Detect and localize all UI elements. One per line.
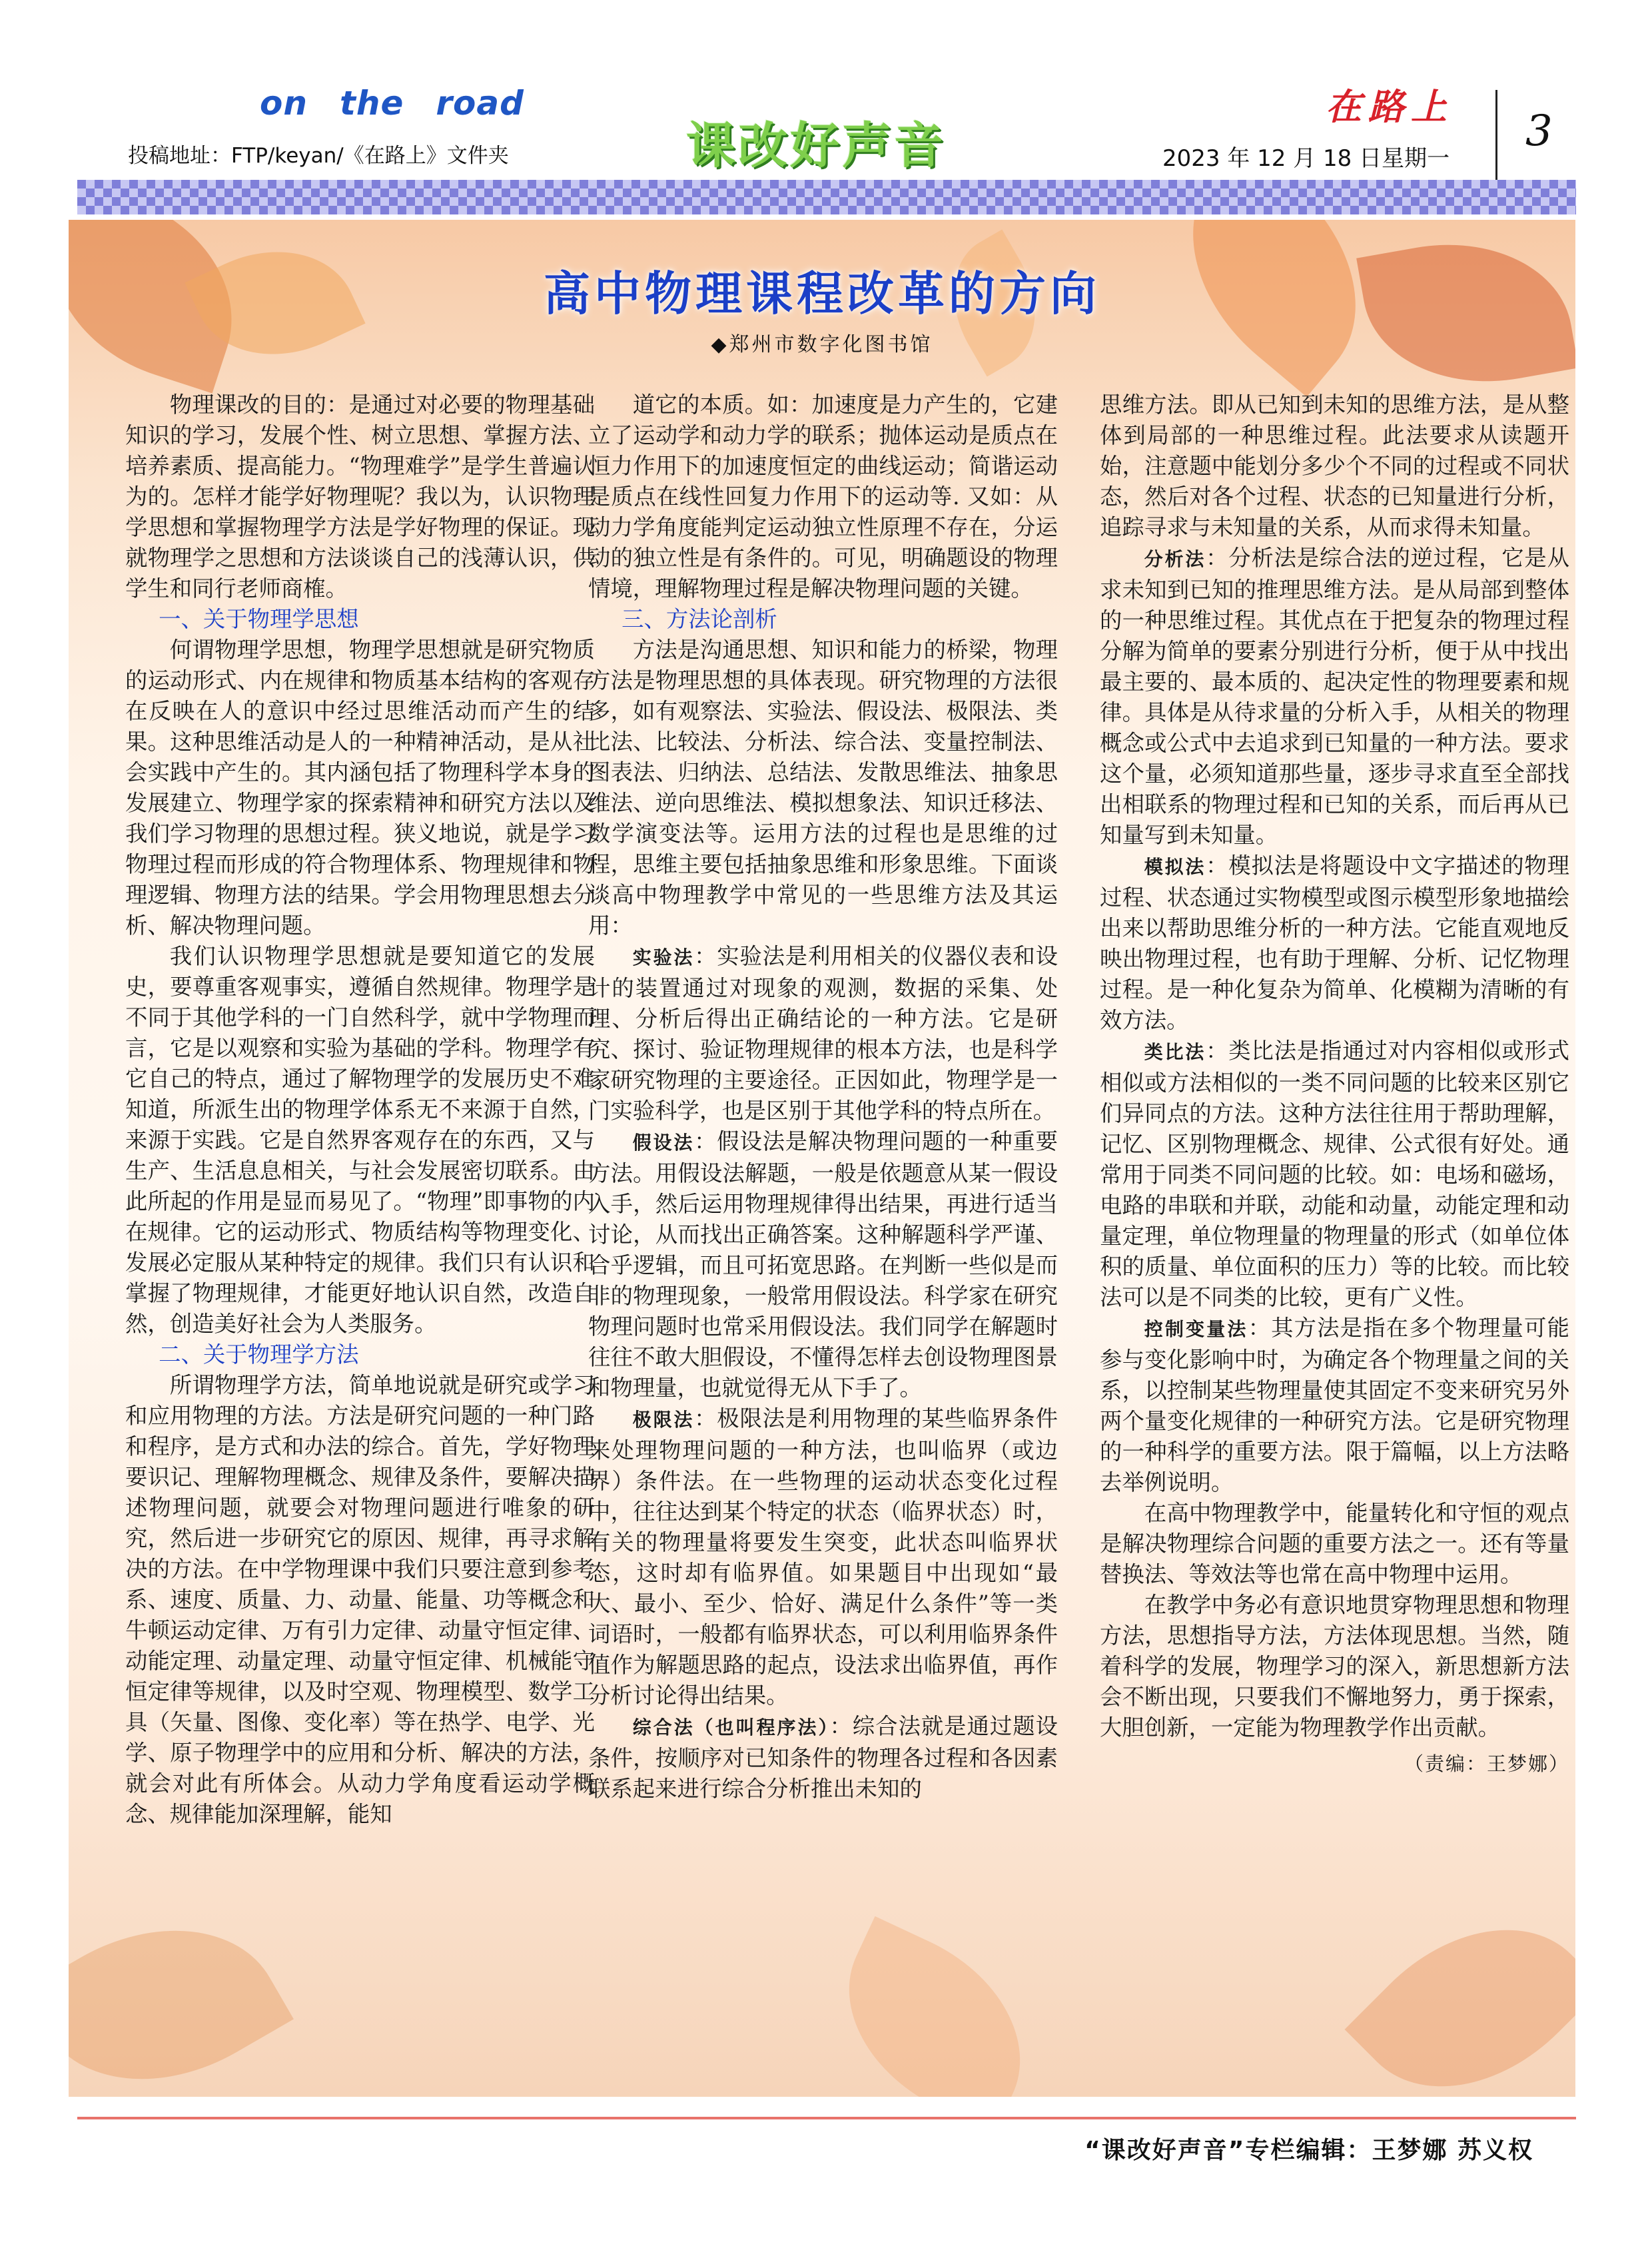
maple-leaf-decoration	[813, 1916, 1056, 2097]
paragraph	[588, 1126, 1058, 1403]
method-term: 模拟法	[1144, 856, 1206, 878]
method-term: 分析法	[1144, 548, 1206, 570]
column-editors: “课改好声音”专栏编辑：王梦娜 苏义权	[1084, 2137, 1533, 2164]
text-column-2	[588, 390, 1058, 1804]
paragraph: 在教学中务必有意识地贯穿物理思想和物理方法，思想指导方法，方法体现思想。当然，随着科学的发展，物理学习的深入，新思想新方法会不断出现，只要我们不懈地努力，勇于探索，大胆创新，一定能为物理教学作出贡献。	[1100, 1592, 1569, 1740]
paragraph	[1100, 1313, 1569, 1498]
paragraph-text: ：极限法是利用物理的某些临界条件来处理物理问题的一种方法，也叫临界（或边界）条件法。在一些物理的运动状态变化过程中，往往达到某个特定的状态（临界状态）时，有关的物理量将要发生突变，此状态叫临界状态，这时却有临界值。如果题目中出现如“最大、最小、至少、恰好、满足什么条件”等一类词语时，一般都有临界状态，可以利用临界条件值作为解题思路的起点，设法求出临界值，再作分析讨论得出结果。	[588, 1405, 1058, 1708]
paragraph	[588, 1403, 1058, 1711]
checkered-border	[77, 180, 1576, 214]
paragraph-text: ：类比法是指通过对内容相似或形式相似或方法相似的一类不同问题的比较来区别它们异同点的方法。这种方法往往用于帮助理解，记忆、区别物理概念、规律、公式很有好处。通常用于同类不同问题的比较。如：电场和磁场，电路的串联和并联，动能和动量，动能定理和动量定理，单位物理量的物理量的形式（如单位体积的质量、单位面积的压力）等的比较。而比较法可以是不同类的比较，更有广义性。	[1100, 1038, 1569, 1310]
maple-leaf-decoration	[69, 1881, 294, 2097]
submission-address: 投稿地址：FTP/keyan/《在路上》文件夹	[128, 144, 509, 168]
paragraph: 道它的本质。如：加速度是力产生的，它建立了运动学和动力学的联系；抛体运动是质点在恒力作用下的加速度恒定的曲线运动；简谐运动是质点在线性回复力作用下的运动等. 又如：从动力学角度能判定运动独立性原理不存在，分运动的独立性是有条件的。可见，明确题设的物理情境，理解物理过程是解决物理问题的关键。	[588, 392, 1058, 601]
paragraph: 在高中物理教学中，能量转化和守恒的观点是解决物理综合问题的重要方法之一。还有等量替换法、等效法等也常在高中物理中运用。	[1100, 1500, 1569, 1587]
brand-logo	[260, 84, 556, 123]
article-title: 高中物理课程改革的方向	[544, 266, 1100, 321]
paragraph-text: ：综合法就是通过题设条件，按顺序对已知条件的物理各过程和各因素联系起来进行综合分析推出未知的	[588, 1713, 1058, 1802]
paragraph-text: ：假设法是解决物理问题的一种重要方法。用假设法解题，一般是依题意从某一假设入手，然后运用物理规律得出结果，再进行适当讨论，从而找出正确答案。这种解题科学严谨、合乎逻辑，而且可拓宽思路。在判断一些似是而非的物理现象，一般常用假设法。科学家在研究物理问题时也常采用假设法。我们同学在解题时往往不敢大胆假设，不懂得怎样去创设物理图景和物理量，也就觉得无从下手了。	[588, 1128, 1058, 1401]
paragraph: 何谓物理学思想，物理学思想就是研究物质的运动形式、内在规律和物质基本结构的客观存在反映在人的意识中经过思维活动而产生的结果。这种思维活动是人的一种精神活动，是从社会实践中产生的。其内涵包括了物理科学本身的发展建立、物理学家的探索精神和研究方法以及我们学习物理的思想过程。狭义地说，就是学习物理过程而形成的符合物理体系、物理规律和物理逻辑、物理方法的结果。学会用物理思想去分析、解决物理问题。	[125, 637, 595, 938]
paragraph-text: ：其方法是指在多个物理量可能参与变化影响中时，为确定各个物理量之间的关系，以控制某些物理量使其固定不变来研究另外两个量变化规律的一种研究方法。它是研究物理的一种科学的重要方法。限于篇幅，以上方法略去举例说明。	[1100, 1315, 1569, 1495]
paragraph	[1100, 851, 1569, 1036]
paragraph	[1100, 543, 1569, 851]
paragraph-text: ：分析法是综合法的逆过程，它是从求未知到已知的推理思维方法。是从局部到整体的一种思维过程。其优点在于把复杂的物理过程分解为简单的要素分别进行分析，便于从中找出最主要的、最本质的、起决定性的物理要素和规律。具体是从待求量的分析入手，从相关的物理概念或公式中去追求到已知量的一种方法。要求这个量，必须知道那些量，逐步寻求直至全部找出相联系的物理过程和已知的关系，而后再从已知量写到未知量。	[1100, 545, 1569, 848]
paragraph	[588, 941, 1058, 1126]
maple-leaf-decoration	[1345, 1879, 1575, 2097]
paragraph: 方法是沟通思想、知识和能力的桥梁，物理方法是物理思想的具体表现。研究物理的方法很多，如有观察法、实验法、假设法、极限法、类比法、比较法、分析法、综合法、变量控制法、图表法、归纳法、总结法、发散思维法、抽象思维法、逆向思维法、模拟想象法、知识迁移法、数学演变法等。运用方法的过程也是思维的过程，思维主要包括抽象思维和形象思维。下面谈谈高中物理教学中常见的一些思维方法及其运用：	[588, 637, 1058, 938]
method-term: 综合法（也叫程序法）	[632, 1716, 830, 1738]
paragraph: 物理课改的目的：是通过对必要的物理基础知识的学习，发展个性、树立思想、掌握方法、培养素质、提高能力。“物理难学”是学生普遍认为的。怎样才能学好物理呢？我以为，认识物理学思想和掌握物理学方法是学好物理的保证。现就物理学之思想和方法谈谈自己的浅薄认识，供学生和同行老师商榷。	[125, 392, 595, 601]
paragraph: 所谓物理学方法，简单地说就是研究或学习和应用物理的方法。方法是研究问题的一种门路和程序，是方式和办法的综合。首先，学好物理要识记、理解物理概念、规律及条件，要解决描述物理问题，就要会对物理问题进行唯象的研究，然后进一步研究它的原因、规律，再寻求解决的方法。在中学物理课中我们只要注意到参考系、速度、质量、力、动量、能量、功等概念和牛顿运动定律、万有引力定律、动量守恒定律、动能定理、动量定理、动量守恒定律、机械能守恒定律等规律，以及时空观、物理模型、数学工具（矢量、图像、变化率）等在热学、电学、光学、原子物理学中的应用和分析、解决的方法，就会对此有所体会。从动力学角度看运动学概念、规律能加深理解，能知	[125, 1372, 595, 1827]
footer-rule	[77, 2117, 1576, 2119]
paragraph-text: ：实验法是利用相关的仪器仪表和设计的装置通过对现象的观测，数据的采集、处理、分析后得出正确结论的一种方法。它是研究、探讨、验证物理规律的根本方法，也是科学家研究物理的主要途径。正因如此，物理学是一门实验科学，也是区别于其他学科的特点所在。	[588, 943, 1058, 1124]
method-term: 实验法	[632, 946, 695, 968]
text-column-1	[125, 390, 595, 1830]
section-heading: 三、方法论剖析	[621, 606, 777, 632]
brand-word-on: on	[260, 84, 308, 123]
newspaper-name: 在路上	[1326, 85, 1453, 128]
section-heading: 二、关于物理学方法	[159, 1341, 359, 1367]
paragraph	[588, 1711, 1058, 1804]
masthead-divider	[1495, 90, 1497, 180]
issue-date: 2023 年 12 月 18 日星期一	[1162, 145, 1450, 172]
article-byline: ◆郑州市数字化图书馆	[711, 333, 933, 356]
method-term: 控制变量法	[1144, 1318, 1248, 1340]
brand-word-road: road	[436, 84, 524, 123]
text-column-3	[1100, 390, 1569, 1779]
section-heading: 一、关于物理学思想	[159, 606, 359, 632]
method-term: 类比法	[1144, 1041, 1206, 1063]
method-term: 极限法	[632, 1409, 695, 1431]
page-number: 3	[1525, 107, 1553, 156]
paragraph-text: ：模拟法是将题设中文字描述的物理过程、状态通过实物模型或图示模型形象地描绘出来以帮助思维分析的一种方法。它能直观地反映出物理过程，也有助于理解、分析、记忆物理过程。是一种化复杂为简单、化模糊为清晰的有效方法。	[1100, 853, 1569, 1033]
paragraph	[1100, 1036, 1569, 1313]
paragraph: 思维方法。即从已知到未知的思维方法，是从整体到局部的一种思维过程。此法要求从读题开始，注意题中能划分多少个不同的过程或不同状态，然后对各个过程、状态的已知量进行分析，追踪寻求与未知量的关系，从而求得未知量。	[1100, 392, 1569, 540]
column-logo: 课改好声音	[686, 117, 946, 175]
method-term: 假设法	[632, 1132, 695, 1154]
paragraph: 我们认识物理学思想就是要知道它的发展史，要尊重客观事实，遵循自然规律。物理学是不同于其他学科的一门自然科学，就中学物理而言，它是以观察和实验为基础的学科。物理学有它自己的特点，通过了解物理学的发展历史不难知道，所派生出的物理学体系无不来源于自然，来源于实践。它是自然界客观存在的东西，又与生产、生活息息相关，与社会发展密切联系。由此所起的作用是显而易见了。“物理”即事物的内在规律。它的运动形式、物质结构等物理变化、发展必定服从某种特定的规律。我们只有认识和掌握了物理规律，才能更好地认识自然，改造自然，创造美好社会为人类服务。	[125, 943, 595, 1337]
brand-word-the: the	[339, 84, 404, 123]
responsible-editor: （责编：王梦娜）	[1404, 1752, 1569, 1775]
article-panel	[69, 220, 1575, 2097]
